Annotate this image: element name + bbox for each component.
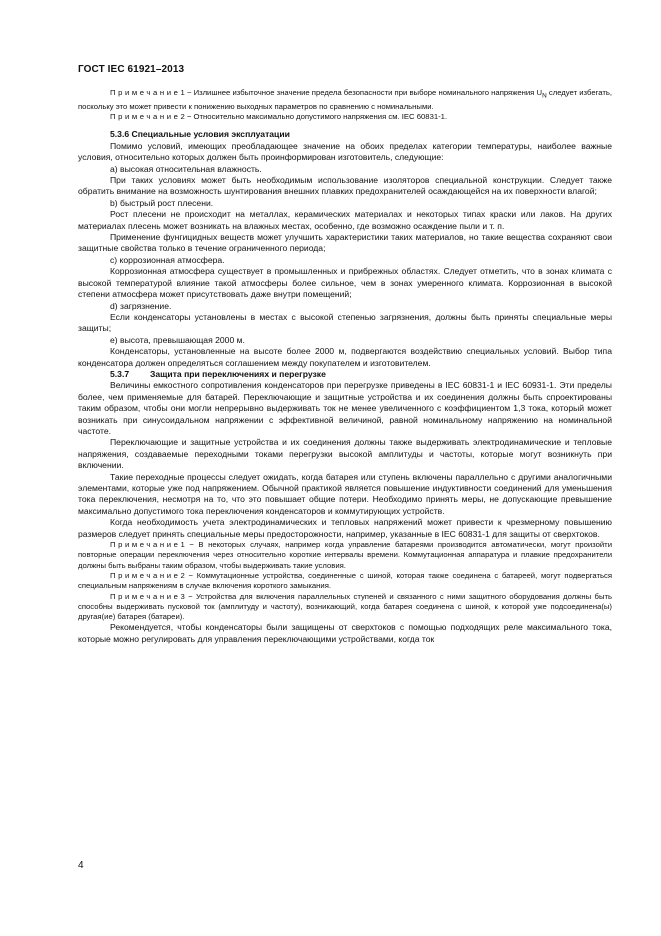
paragraph: e) высота, превышающая 2000 м. <box>110 334 245 345</box>
paragraph: Если конденсаторы установлены в местах с высокой степенью загрязнения, должны быть приняты специальные меры защиты; <box>78 311 612 334</box>
note-text: − Относительно максимально допустимого напряжения см. IEC 60831-1. <box>184 112 448 122</box>
note-text: − В некоторых случаях, например когда управление батареями производится автоматически, могут произойти повторные операции переключения через относительно короткие интервалы времени. Коммутационная аппаратура и плавкие предохранители должны быть выбраны таким образом, чтобы выдерживать такие условия. <box>78 540 612 570</box>
note <box>78 112 612 122</box>
paragraph: Величины емкостного сопротивления конденсаторов при перегрузке приведены в IEC 60831-1 и IEC 60931-1. Эти пределы более, чем применяемые для батарей. Переключающие и защитные устройства и их соединения должны быть спроектированы таким образом, чтобы они могли непрерывно выдерживать ток не менее увеличенного с коэффициентом 1,3 тока, который может возникать при синусоидальном напряжении с эффективной величиной, равной номинальному напряжению на номинальной частоте. <box>78 380 612 436</box>
paragraph: d) загрязнение. <box>110 300 172 311</box>
note-number: 1 <box>180 88 185 97</box>
section-number: 5.3.7 <box>110 368 130 379</box>
paragraph: Коррозионная атмосфера существует в промышленных и прибрежных областях. Следует отметить, что в зонах климата с высокой температурой влияние такой атмосферы более сильное, чем в зонах умеренного климата. Коррозионная в высокой степени атмосфера может присутствовать даже внутри помещений; <box>78 266 612 300</box>
note-label: Примечание <box>110 112 181 122</box>
note-label: Примечание <box>110 88 181 97</box>
note-text: − Коммутационные устройства, соединенные с шиной, которая также соединена с батареей, могут подвергаться специальным напряжениям в случае включения короткого замыкания. <box>78 570 612 591</box>
paragraph: b) быстрый рост плесени. <box>110 197 214 208</box>
note-label: Примечание <box>110 570 181 580</box>
paragraph: Рост плесени не происходит на металлах, керамических материалах и некоторых типах краски или лаков. На других материалах плесень может возникать на влажных местах, особенно, где возможно осаждение пыли и т. п. <box>78 209 612 231</box>
paragraph: Такие переходные процессы следует ожидать, когда батарея или ступень включены параллельно с другими аналогичными элементами, которые уже под напряжением. Обычной практикой является повышение индуктивности соединений для уменьшения тока переключения, несмотря на то, что это повышает общие потери. Необходимо принять меры, не допускающие превышение максимально допустимого тока переключения конденсаторов и коммутирующих устройств. <box>78 471 612 516</box>
paragraph: c) коррозионная атмосфера. <box>110 254 225 265</box>
paragraph: Конденсаторы, установленные на высоте более 2000 м, подвергаются воздействию специальных условий. Выбор типа конденсатора должен определяться соглашением между покупателем и изготовителем. <box>78 346 612 368</box>
paragraph: При таких условиях может быть необходимым использование изоляторов специальной конструкции. Следует также обратить внимание на возможность шунтирования внешних плавких предохранителей осаждающейся на их поверхности влагой; <box>78 175 612 197</box>
note-number: 1 <box>180 540 185 550</box>
note <box>78 540 612 571</box>
note <box>78 88 612 112</box>
section-title: Защита при переключениях и перегрузке <box>150 368 326 379</box>
note <box>78 571 612 592</box>
section-heading: 5.3.6 Специальные условия эксплуатации <box>110 129 290 140</box>
document-header: ГОСТ IEC 61921–2013 <box>78 64 185 75</box>
note-number: 2 <box>180 570 185 580</box>
paragraph: a) высокая относительная влажность. <box>110 163 262 174</box>
note-label: Примечание <box>110 591 181 601</box>
paragraph: Применение фунгицидных веществ может улучшить характеристики таких материалов, но такие вещества сохраняют свои защитные свойства только в течение ограниченного периода; <box>78 232 612 254</box>
paragraph: Когда необходимость учета электродинамических и тепловых напряжений может привести к чрезмерному повышению размеров следует принять специальные меры предосторожности, например, указанные в IEC 60831-1 для защиты от сверхтоков. <box>78 517 612 539</box>
section-heading <box>78 369 612 380</box>
document-body <box>78 88 612 645</box>
note-text: − Излишнее избыточное значение предела безопасности при выборе номинального напряжения $U_N$ следует избегать, поскольку это может привести к понижению выходных параметров по сравнению с номинальными. <box>78 88 612 111</box>
page-number: 4 <box>78 860 84 871</box>
note-number: 2 <box>180 112 185 122</box>
note-label: Примечание <box>110 540 181 550</box>
note-number: 3 <box>180 591 185 601</box>
paragraph: Рекомендуется, чтобы конденсаторы были защищены от сверхтоков с помощью подходящих реле максимального тока, которые можно регулировать для управления переключающими устройствами, когда ток <box>78 622 612 644</box>
paragraph: Переключающие и защитные устройства и их соединения должны также выдерживать электродинамические и тепловые напряжения, создаваемые переходными токами перегрузки высокой амплитуды и частоты, которые могут возникнуть при включении. <box>78 437 612 471</box>
note <box>78 592 612 623</box>
paragraph: Помимо условий, имеющих преобладающее значение на обоих пределах категории температуры, наиболее важные условия, относительно которых должен быть проинформирован изготовитель, следующие: <box>78 140 612 163</box>
note-text: − Устройства для включения параллельных ступеней и связанного с ними защитного оборудования должны быть способны выдерживать пусковой ток (амплитуду и частоту), возникающий, когда батарея соединена с шиной, к которой уже подсоединена(ы) другая(ие) батарея (батареи). <box>78 591 612 622</box>
